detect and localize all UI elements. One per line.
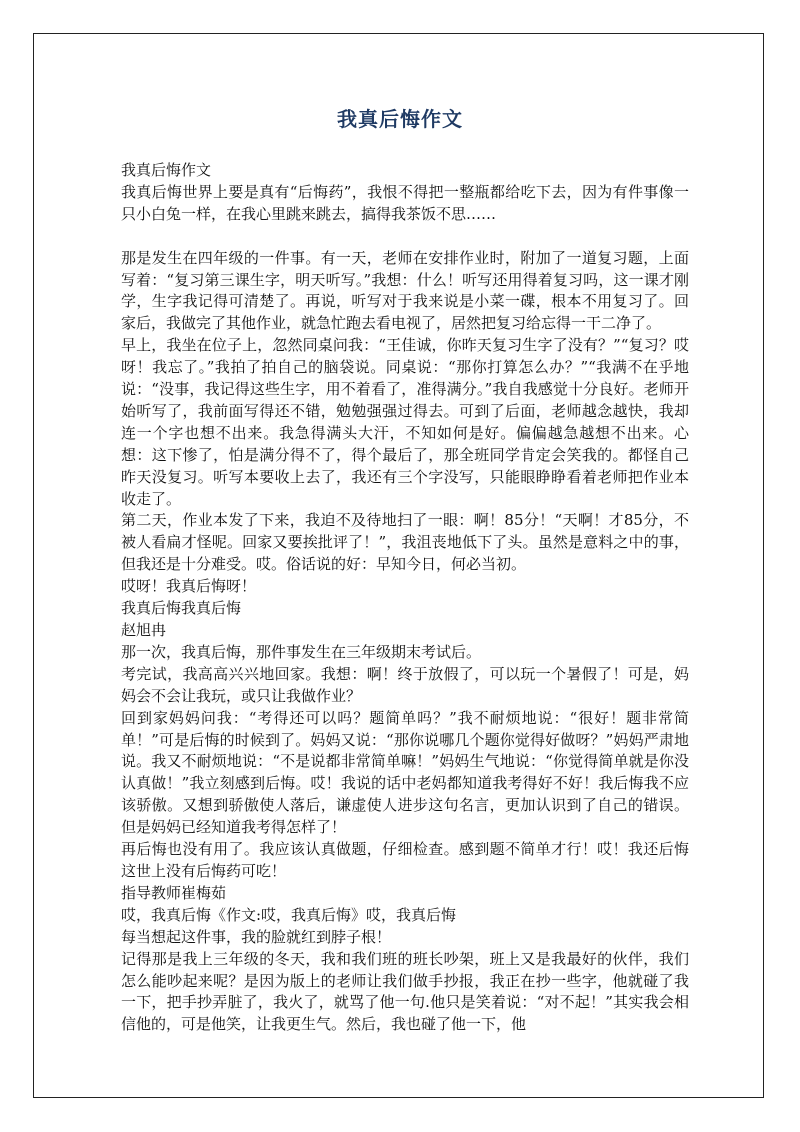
paragraph: 再后悔也没有用了。我应该认真做题，仔细检查。感到题不简单才行！哎！我还后悔这世上没有后悔药可吃！ xyxy=(121,840,689,880)
paragraph: 考完试，我高高兴兴地回家。我想：啊！终于放假了，可以玩一个暑假了！可是，妈妈会不会让我玩，或只让我做作业？ xyxy=(121,664,689,705)
document-title: 我真后悔作文 xyxy=(337,107,463,131)
paragraph: 我真后悔世界上要是真有“后悔药”，我恨不得把一整瓶都给吃下去，因为有件事像一只小白兔一样，在我心里跳来跳去，搞得我茶饭不思…… xyxy=(121,182,689,223)
author-name: 赵旭冉 xyxy=(121,621,167,640)
teacher-credit: 指导教师崔梅茹 xyxy=(121,883,227,902)
paragraph: 记得那是我上三年级的冬天，我和我们班的班长吵架，班上又是我最好的伙伴，我们怎么能吵起来呢？是因为版上的老师让我们做手抄报，我正在抄一些字，他就碰了我一下，把手抄弄脏了，我火了，就骂了他一句.他只是笑着说：“对不起！”其实我会相信他的，可是他笑，让我更生气。然后，我也碰了他一下，他 xyxy=(121,949,689,1034)
blank-line xyxy=(121,226,689,248)
section-title: 我真后悔我真后悔 xyxy=(121,599,242,618)
paragraph: 我真后悔作文 xyxy=(121,161,212,179)
paragraph: 回到家妈妈问我：“考得还可以吗？题简单吗？”我不耐烦地说：“很好！题非常简单！”可是后悔的时候到了。妈妈又说：“那你说哪几个题你觉得好做呀？”妈妈严肃地说。我又不耐烦地说：“不是说都非常简单嘛！”妈妈生气地说：“你觉得简单就是你没认真做！”我立刻感到后悔。哎！我说的话中老妈都知道我考得好不好！我后悔我不应该骄傲。又想到骄傲使人落后，谦虚使人进步这句名言，更加认识到了自己的错误。但是妈妈已经知道我考得怎样了！ xyxy=(121,708,689,837)
document-body xyxy=(121,160,689,1036)
section-title: 哎，我真后悔《作文:哎，我真后悔》哎，我真后悔 xyxy=(121,905,457,924)
paragraph: 早上，我坐在位子上，忽然同桌问我：“王佳诚，你昨天复习生字了没有？”“复习？哎呀！我忘了。”我拍了拍自己的脑袋说。同桌说：“那你打算怎么办？”“我满不在乎地说：“没事，我记得这些生字，用不着看了，准得满分。”我自我感觉十分良好。老师开始听写了，我前面写得还不错，勉勉强强过得去。可到了后面，老师越念越快，我却连一个字也想不出来。我急得满头大汗，不知如何是好。偏偏越急越想不出来。心想：这下惨了，怕是满分得不了，得个最后了，那全班同学肯定会笑我的。都怪自己昨天没复习。听写本要收上去了，我还有三个字没写，只能眼睁睁看着老师把作业本收走了。 xyxy=(121,336,689,508)
paragraph: 那一次，我真后悔，那件事发生在三年级期末考试后。 xyxy=(121,642,482,661)
paragraph: 每当想起这件事，我的脸就红到脖子根！ xyxy=(121,927,392,946)
paragraph: 第二天，作业本发了下来，我迫不及待地扫了一眼：啊！85分！“天啊！才85分，不被人看扁才怪呢。回家又要挨批评了！”，我沮丧地低下了头。虽然是意料之中的事，但我还是十分难受。哎。俗话说的好：早知今日，何必当初。 xyxy=(121,511,689,574)
paragraph: 哎呀！我真后悔呀！ xyxy=(121,577,257,596)
paragraph: 那是发生在四年级的一件事。有一天，老师在安排作业时，附加了一道复习题，上面写着：“复习第三课生字，明天听写。”我想：什么！听写还用得着复习吗，这一课才刚学，生字我记得可清楚了。再说，听写对于我来说是小菜一碟，根本不用复习了。回家后，我做完了其他作业，就急忙跑去看电视了，居然把复习给忘得一干二净了。 xyxy=(121,248,689,333)
